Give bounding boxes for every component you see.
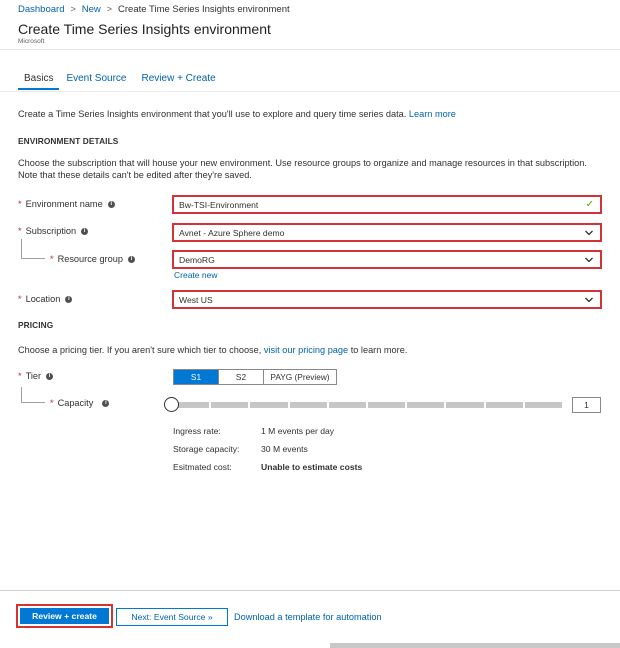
info-icon[interactable]: i [102,400,109,407]
required-asterisk: * [50,254,54,264]
capacity-slider-segment [486,402,523,408]
tab-basics[interactable]: Basics [18,73,59,90]
intro-text [18,109,456,119]
horizontal-scrollbar[interactable] [330,643,620,648]
ingress-rate-value: 1 M events per day [261,426,335,436]
tree-connector [21,387,45,403]
tab-bar [18,73,237,90]
location-value[interactable]: West US [179,294,213,305]
capacity-slider-segment [290,402,327,408]
info-icon[interactable]: i [46,373,53,380]
capacity-slider-segment [368,402,405,408]
header-divider [0,49,620,50]
environment-name-value[interactable]: Bw-TSI-Environment [179,199,259,210]
subscription-label-text: Subscription [25,226,77,236]
resource-group-value[interactable]: DemoRG [179,254,215,265]
capacity-slider-segment [250,402,287,408]
subscription-dropdown[interactable] [172,223,602,242]
footer-divider [0,590,620,591]
required-asterisk: * [18,226,22,236]
capacity-slider-segment [446,402,483,408]
environment-name-label-text: Environment name [25,199,103,209]
storage-capacity-value: 30 M events [261,444,308,454]
estimated-cost-value: Unable to estimate costs [261,462,363,472]
resource-group-dropdown[interactable] [172,250,602,269]
tier-s1-button[interactable]: S1 [174,370,219,384]
subscription-label [18,226,88,236]
chevron-down-icon[interactable] [584,295,594,305]
next-event-source-button[interactable]: Next: Event Source » [116,608,228,626]
breadcrumb-current: Create Time Series Insights environment [118,3,290,15]
estimated-cost-label: Esitmated cost: [173,462,232,472]
pricing-description-prefix: Choose a pricing tier. If you aren't sure which tier to choose, [18,345,262,355]
tier-label [18,371,53,381]
review-create-button[interactable]: Review + create [20,608,109,624]
tree-connector [21,239,45,259]
capacity-label [50,398,109,408]
breadcrumb [18,2,290,16]
download-template-link[interactable]: Download a template for automation [234,612,382,622]
breadcrumb-dashboard[interactable]: Dashboard [18,3,65,15]
info-icon[interactable]: i [108,201,115,208]
location-dropdown[interactable] [172,290,602,309]
subscription-value[interactable]: Avnet - Azure Sphere demo [179,227,285,238]
chevron-down-icon[interactable] [584,228,594,238]
chevron-right-icon: > [70,4,76,14]
required-asterisk: * [18,199,22,209]
storage-capacity-label: Storage capacity: [173,444,240,454]
capacity-input[interactable]: 1 [572,397,601,413]
chevron-right-icon: > [106,4,113,14]
resource-group-label-text: Resource group [57,254,123,264]
page-subtitle: Microsoft [18,38,45,45]
info-icon[interactable]: i [128,256,135,263]
capacity-slider-segment [329,402,366,408]
tier-label-text: Tier [25,371,42,381]
environment-details-description: Choose the subscription that will house your new environment. Use resource groups to organize and manage resources in that subscription. Note that these details can't be edited after they're saved. [18,158,587,180]
environment-name-label [18,199,115,209]
breadcrumb-new[interactable]: New [81,3,101,15]
location-label [18,294,72,304]
capacity-slider-track[interactable] [172,402,562,408]
checkmark-icon: ✓ [585,199,594,210]
capacity-slider-segment [211,402,248,408]
pricing-heading: PRICING [18,320,54,330]
pricing-description [18,344,598,356]
ingress-rate-label: Ingress rate: [173,426,221,436]
environment-details-heading: ENVIRONMENT DETAILS [18,136,119,146]
pricing-page-link[interactable]: visit our pricing page [263,345,349,355]
chevron-down-icon[interactable] [584,255,594,265]
tabs-divider [0,91,620,92]
page-title: Create Time Series Insights environment [18,21,271,37]
tier-payg-button[interactable]: PAYG (Preview) [264,370,336,384]
capacity-slider-segment [407,402,444,408]
pricing-description-suffix: to learn more. [350,345,408,355]
tier-selector [173,369,337,385]
learn-more-link[interactable]: Learn more [408,109,456,119]
review-create-button-highlight[interactable] [16,604,113,628]
location-label-text: Location [25,294,61,304]
environment-name-input[interactable] [172,195,602,214]
capacity-label-text: Capacity [57,398,94,408]
intro-description: Create a Time Series Insights environment that you'll use to explore and query time series data. [18,109,407,119]
required-asterisk: * [50,398,54,408]
required-asterisk: * [18,294,22,304]
capacity-slider-handle[interactable] [164,397,179,412]
resource-group-label [50,254,135,264]
tab-event-source[interactable]: Event Source [66,73,127,84]
required-asterisk: * [18,371,22,381]
create-new-link[interactable]: Create new [174,270,218,280]
info-icon[interactable]: i [81,228,88,235]
tier-s2-button[interactable]: S2 [219,370,264,384]
capacity-slider-segment [525,402,562,408]
tab-review-create[interactable]: Review + Create [141,73,216,84]
info-icon[interactable]: i [65,296,72,303]
